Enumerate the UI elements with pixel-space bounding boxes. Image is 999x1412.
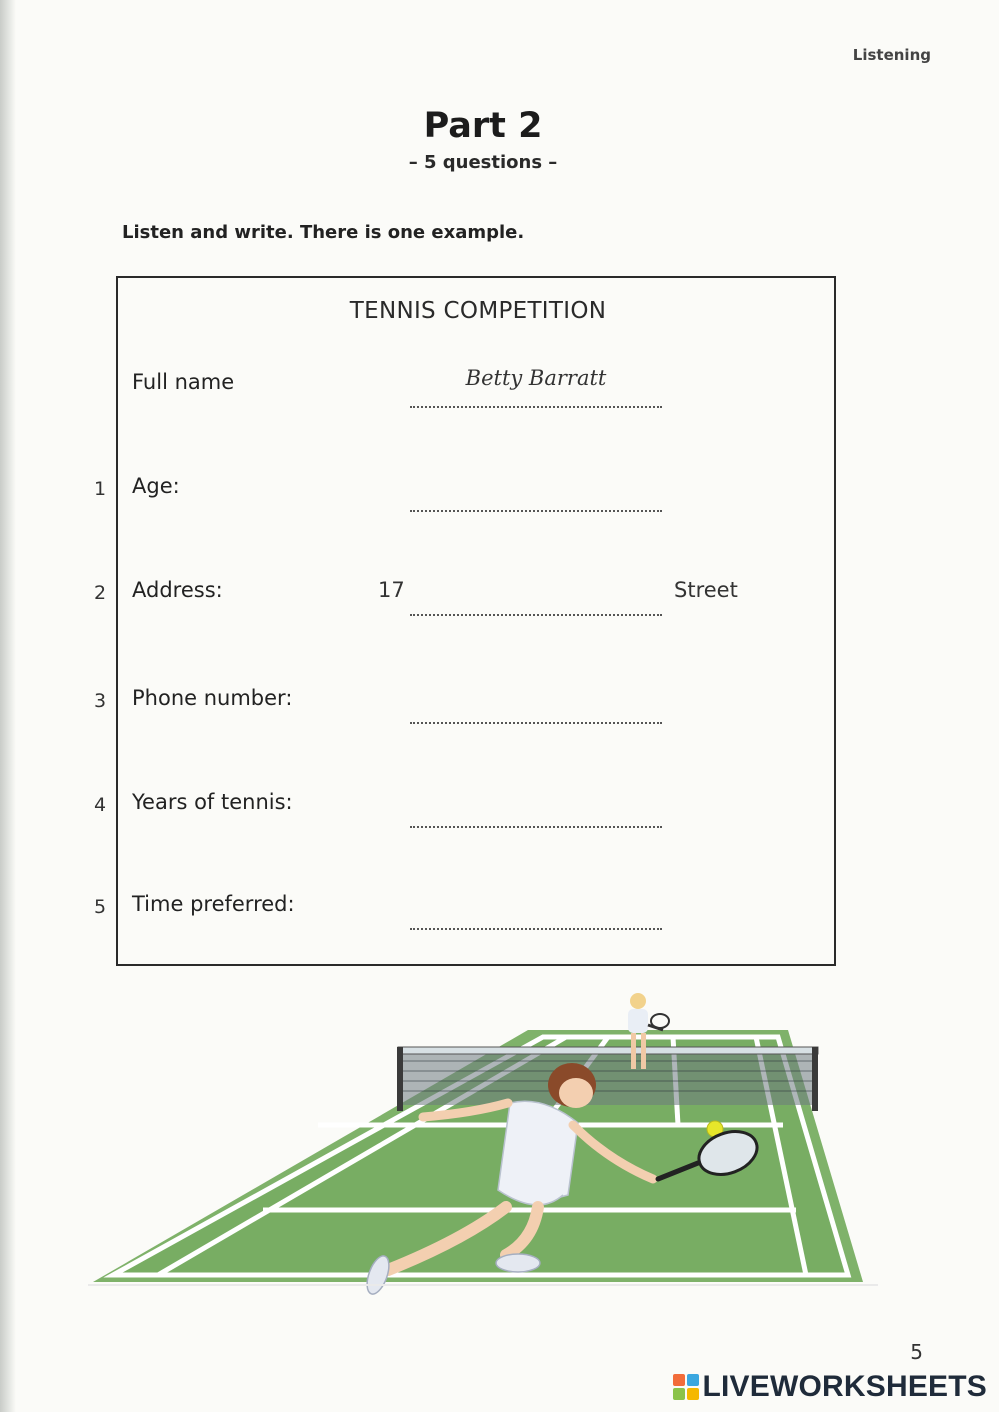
- address-prefix: 17: [378, 578, 405, 602]
- page-number: 5: [910, 1340, 923, 1364]
- watermark-text: LIVEWORKSHEETS: [702, 1370, 987, 1403]
- question-row-4: [94, 786, 838, 826]
- question-number: 1: [94, 478, 107, 500]
- part-subtitle: – 5 questions –: [408, 152, 558, 173]
- liveworksheets-watermark: [673, 1370, 988, 1404]
- address-suffix: Street: [674, 578, 738, 602]
- example-label: Full name: [132, 370, 235, 394]
- question-number: 3: [94, 690, 107, 712]
- page-binding-edge: [0, 0, 16, 1412]
- part-title: Part 2: [423, 106, 543, 146]
- question-number: 4: [94, 794, 107, 816]
- example-answer: Betty Barratt: [465, 366, 607, 390]
- age-answer-field[interactable]: [410, 494, 662, 512]
- registration-form: [94, 276, 836, 966]
- years-answer-field[interactable]: [410, 810, 662, 828]
- tennis-court-illustration: [88, 985, 878, 1310]
- time-answer-field[interactable]: [410, 912, 662, 930]
- section-label: Listening: [852, 46, 931, 64]
- liveworksheets-logo-icon: [673, 1374, 699, 1400]
- question-row-3: [94, 682, 838, 722]
- question-label: Address:: [132, 578, 223, 602]
- question-label: Phone number:: [132, 686, 293, 710]
- phone-answer-field[interactable]: [410, 706, 662, 724]
- question-label: Age:: [132, 474, 180, 498]
- question-row-1: [94, 470, 838, 510]
- instruction-text: Listen and write. There is one example.: [122, 222, 525, 243]
- question-row-2: [94, 574, 838, 614]
- question-label: Years of tennis:: [132, 790, 293, 814]
- tennis-net: [397, 1047, 818, 1111]
- example-answer-line: [410, 390, 662, 408]
- example-row: [118, 366, 838, 406]
- question-row-5: [94, 888, 838, 928]
- question-label: Time preferred:: [132, 892, 295, 916]
- form-title: TENNIS COMPETITION: [349, 298, 607, 324]
- question-number: 5: [94, 896, 107, 918]
- address-answer-field[interactable]: [410, 598, 662, 616]
- question-number: 2: [94, 582, 107, 604]
